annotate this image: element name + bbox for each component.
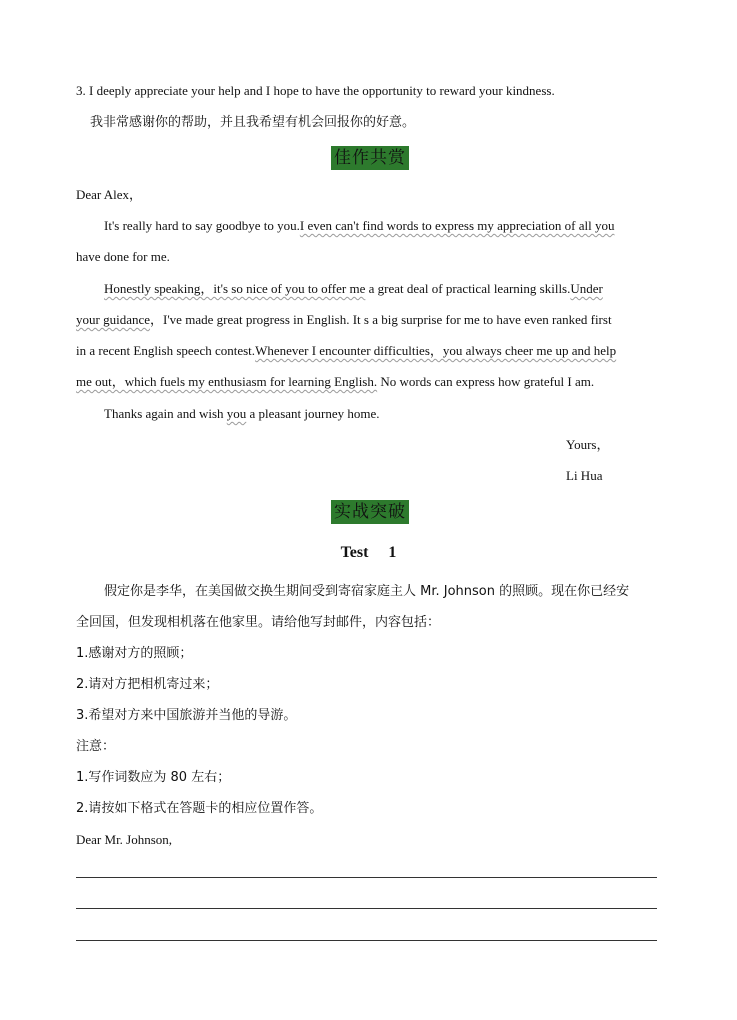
test-item-3: 3.希望对方来中国旅游并当他的导游。 [76, 708, 297, 723]
underlined-phrase: your guidance [76, 312, 151, 327]
test-title [0, 544, 737, 562]
letter-paragraph-2-line-4 [76, 373, 594, 391]
test-item-2: 2.请对方把相机寄过来； [76, 677, 219, 692]
text-segment: It's really hard to say goodbye to you. [104, 218, 300, 233]
underlined-phrase: I even can't find words to express my appreciation of all you [299, 218, 615, 233]
letter-paragraph-3 [104, 405, 379, 423]
text-segment: a great deal of practical learning skills. [365, 281, 571, 296]
underlined-phrase: Under [570, 281, 603, 296]
test-prompt-line-2: 全回国，但发现相机落在他家里。请给他写封邮件，内容包括： [76, 615, 441, 630]
answer-line[interactable] [76, 940, 657, 941]
test-salutation: Dear Mr. Johnson, [76, 832, 173, 847]
test-title-word: Test [340, 544, 369, 561]
test-item-1: 1.感谢对方的照顾； [76, 646, 193, 661]
letter-paragraph-1-line-2: have done for me. [76, 249, 170, 264]
text-segment: No words can express how grateful I am. [377, 374, 595, 389]
text-segment: a pleasant journey home. [246, 406, 380, 421]
test-title-number: 1 [388, 544, 397, 561]
letter-paragraph-2-line-1 [104, 280, 603, 298]
underlined-phrase: you [226, 406, 247, 421]
text-segment: Thanks again and wish [104, 406, 227, 421]
test-note-2: 2.请按如下格式在答题卡的相应位置作答。 [76, 801, 323, 816]
underlined-phrase: Honestly speaking，it's so nice of you to offer me [104, 281, 366, 296]
answer-line[interactable] [76, 877, 657, 878]
test-note-label: 注意： [76, 739, 116, 754]
answer-line[interactable] [76, 908, 657, 909]
section-title-practice: 实战突破 [331, 500, 409, 524]
letter-signature: Li Hua [566, 468, 603, 483]
test-note-1: 1.写作词数应为 80 左右； [76, 770, 231, 785]
letter-closing: Yours， [566, 437, 610, 452]
intro-sentence-cn: 我非常感谢你的帮助，并且我希望有机会回报你的好意。 [90, 115, 416, 130]
letter-paragraph-2-line-3 [76, 342, 616, 360]
section-title-appreciation: 佳作共赏 [331, 146, 409, 170]
text-segment: ，I've made great progress in English. It s a big surprise for me to have even ranked first [150, 312, 612, 327]
underlined-phrase: me out，which fuels my enthusiasm for learning English. [76, 374, 378, 389]
test-prompt-line-1: 假定你是李华，在美国做交换生期间受到寄宿家庭主人 Mr. Johnson 的照顾。现在你已经安 [104, 584, 630, 599]
intro-sentence-en: 3. I deeply appreciate your help and I hope to have the opportunity to reward your kindness. [76, 83, 555, 98]
text-segment: in a recent English speech contest. [76, 343, 256, 358]
letter-salutation: Dear Alex， [76, 187, 143, 202]
underlined-phrase: Whenever I encounter difficulties，you always cheer me up and help [255, 343, 617, 358]
letter-paragraph-2-line-2 [76, 311, 612, 329]
letter-paragraph-1-line-1 [104, 217, 614, 235]
